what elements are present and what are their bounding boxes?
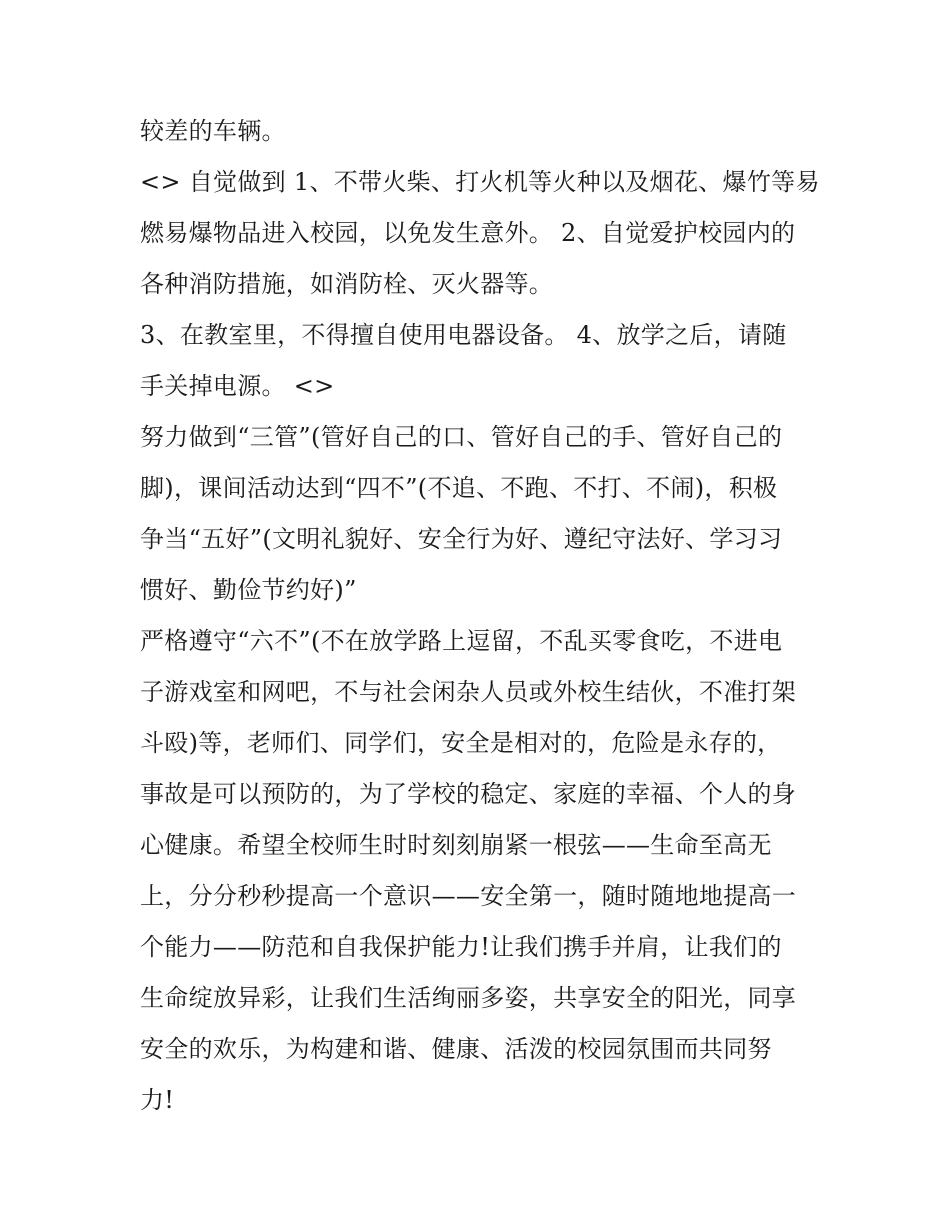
text-line: 3、在教室里，不得擅自使用电器设备。 4、放学之后，请随 (140, 321, 787, 349)
text-line: 燃易爆物品进入校园，以免发生意外。 2、自觉爱护校园内的 (140, 219, 796, 247)
text-line: 力! (140, 1086, 175, 1114)
document-body (140, 106, 820, 1126)
text-line: 心健康。希望全校师生时时刻刻崩紧一根弦——生命至高无 (140, 831, 772, 859)
text-line: 安全的欢乐，为构建和谐、健康、活泼的校园氛围而共同努 (140, 1035, 772, 1063)
text-line: 个能力——防范和自我保护能力!让我们携手并肩，让我们的 (140, 933, 782, 961)
text-line: <> 自觉做到 1、不带火柴、打火机等火种以及烟花、爆竹等易 (140, 168, 820, 196)
text-line: 各种消防措施，如消防栓、灭火器等。 (140, 270, 554, 298)
text-line: 生命绽放异彩，让我们生活绚丽多姿，共享安全的阳光，同享 (140, 984, 797, 1012)
text-line: 较差的车辆。 (140, 117, 286, 145)
text-line: 脚)，课间活动达到“四不”(不追、不跑、不打、不闹)，积极 (140, 474, 778, 502)
text-line: 事故是可以预防的，为了学校的稳定、家庭的幸福、个人的身 (140, 780, 797, 808)
text-line: 上，分分秒秒提高一个意识——安全第一，随时随地地提高一 (140, 882, 797, 910)
text-line: 子游戏室和网吧，不与社会闲杂人员或外校生结伙，不准打架 (140, 678, 797, 706)
text-line: 努力做到“三管”(管好自己的口、管好自己的手、管好自己的 (140, 423, 783, 451)
text-line: 严格遵守“六不”(不在放学路上逗留，不乱买零食吃，不进电 (140, 627, 783, 655)
text-line: 争当“五好”(文明礼貌好、安全行为好、遵纪守法好、学习习 (140, 525, 783, 553)
text-line: 惯好、勤俭节约好)” (140, 576, 357, 604)
text-line: 斗殴)等，老师们、同学们，安全是相对的，危险是永存的， (140, 729, 782, 757)
text-line: 手关掉电源。 <> (140, 372, 335, 400)
